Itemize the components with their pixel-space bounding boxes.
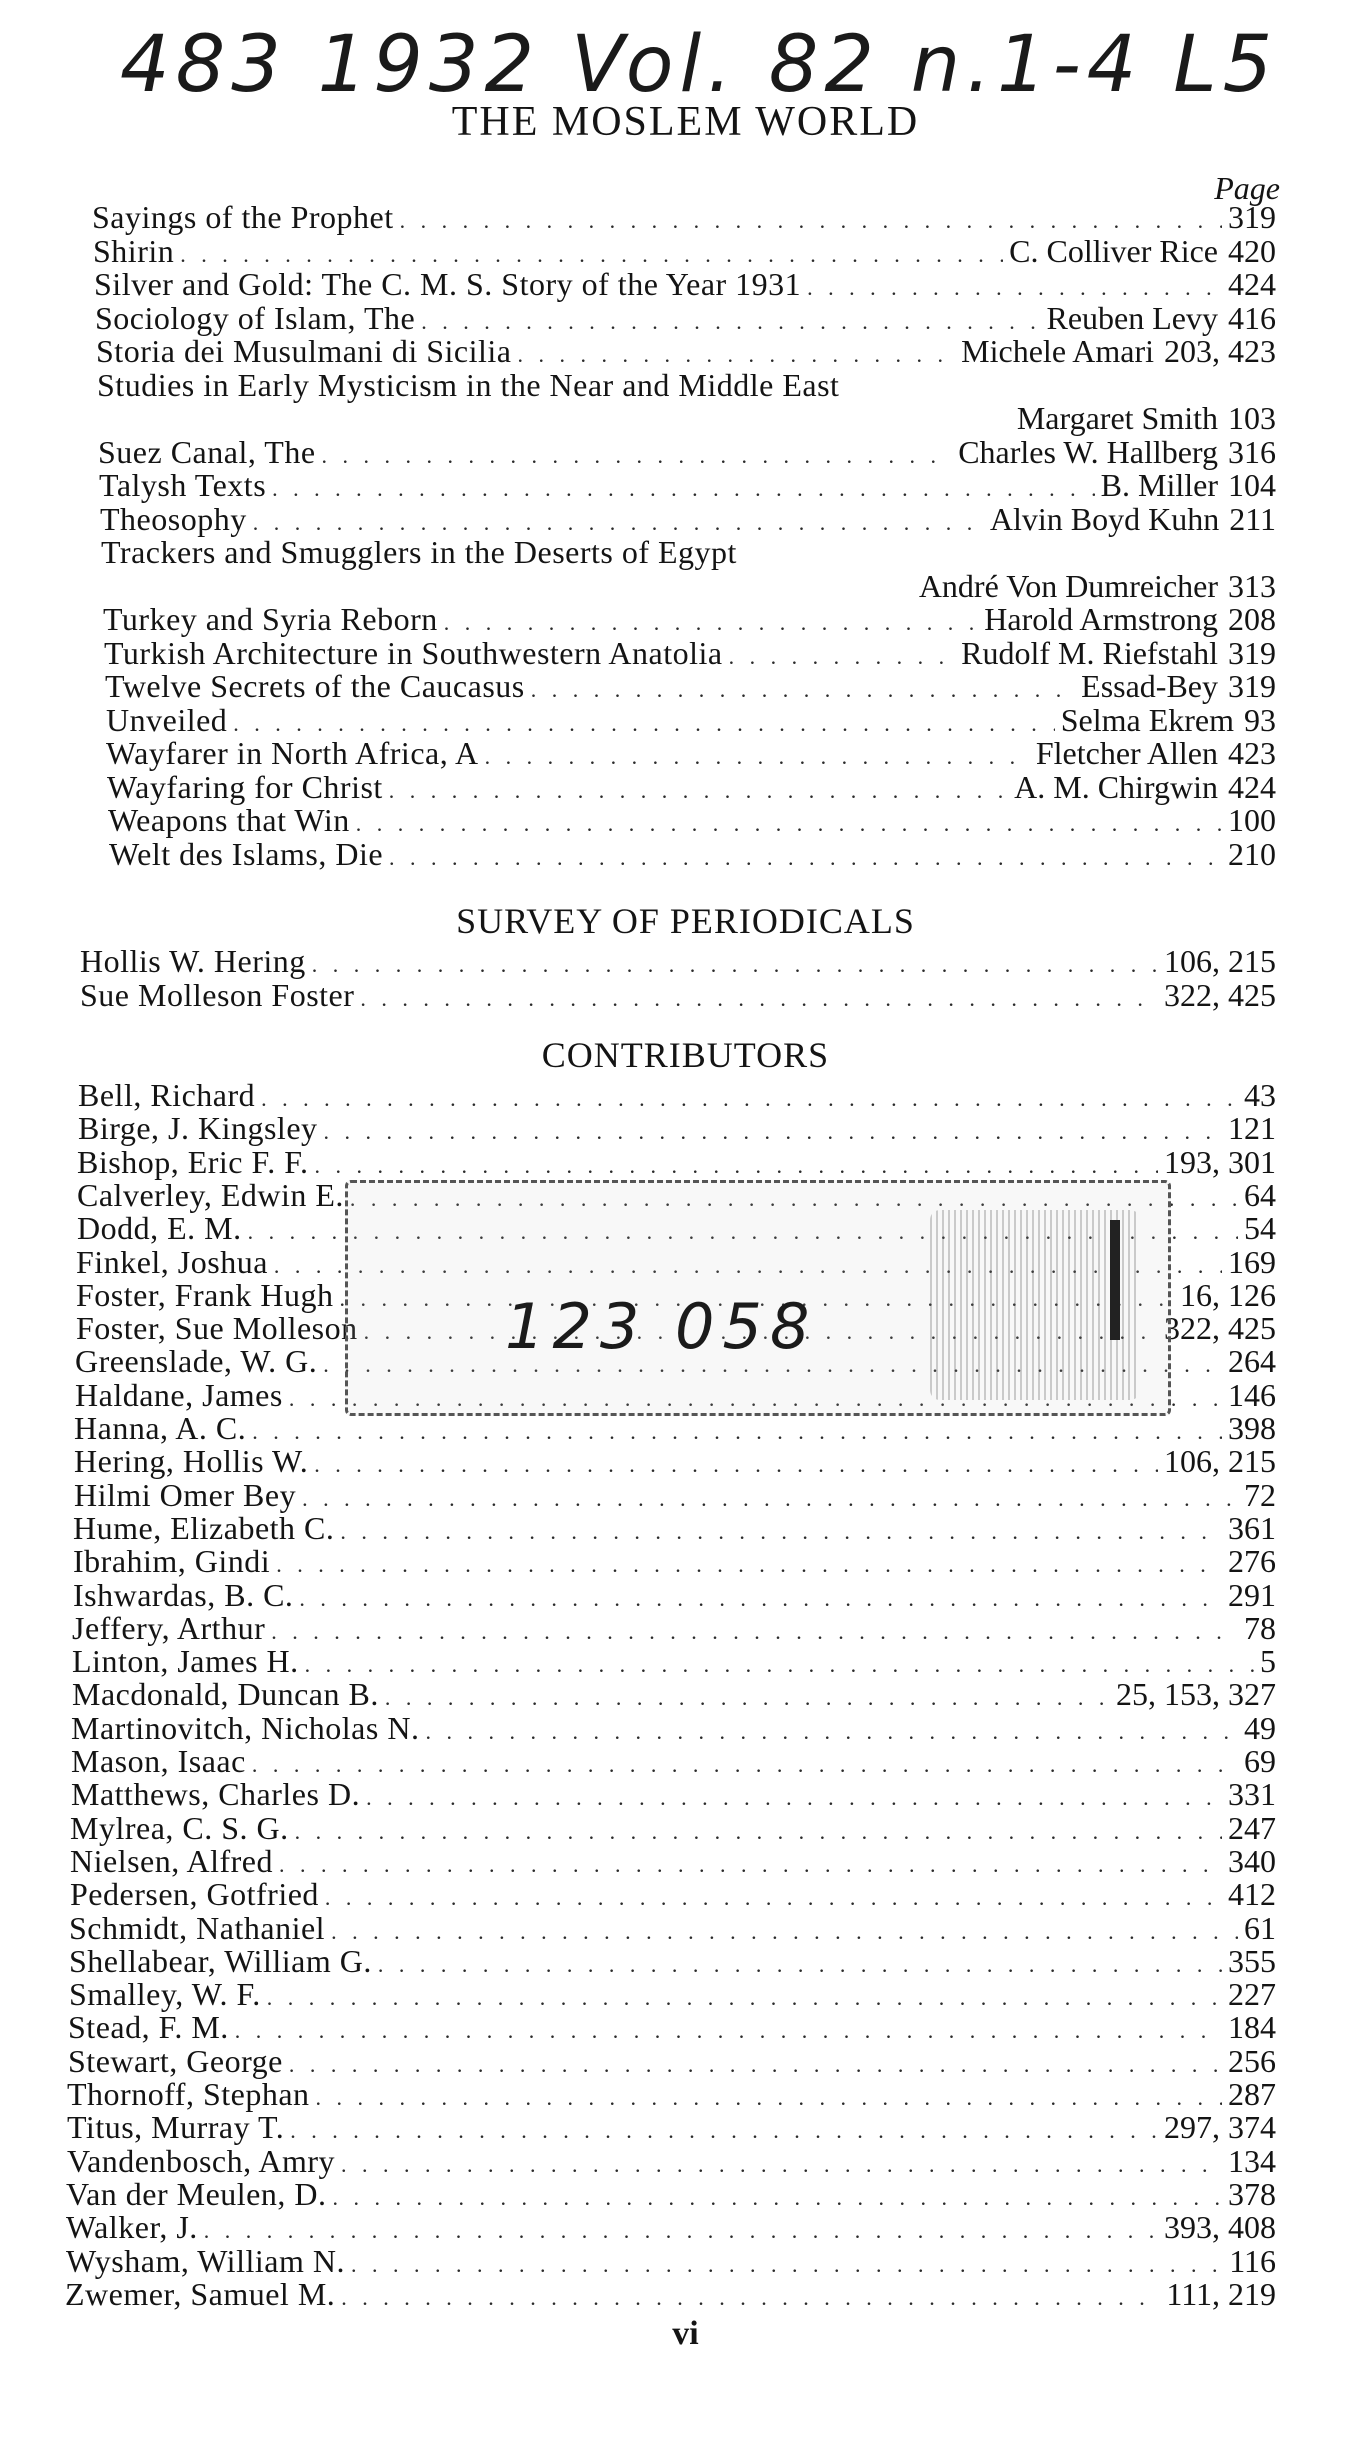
contributor-entry-title: Nielsen, Alfred [70,1843,273,1879]
page-column-header: Page [1214,170,1280,206]
contributor-entry-pages: 54 [1244,1210,1276,1246]
book-entry-title: Unveiled [106,702,228,738]
contributor-entry-pages: 49 [1244,1710,1276,1746]
contributor-entry-title: Shellabear, William G. [69,1943,372,1979]
book-entry-author: Michele Amari [961,333,1154,369]
contributor-entry [78,1078,1276,1112]
dot-leader [290,2114,1158,2148]
book-entry-author: B. Miller [1100,467,1218,503]
book-entry-title: Shirin [93,233,175,269]
contributor-entry-pages: 5 [1260,1643,1276,1679]
contributor-entry-pages: 264 [1228,1343,1276,1379]
dot-leader [360,982,1158,1016]
book-entry-pages: 423 [1228,735,1276,771]
contributor-entry [78,1111,1276,1145]
book-entry-author: Fletcher Allen [1035,735,1218,771]
contributor-entry-title: Ishwardas, B. C. [73,1577,294,1613]
contributor-entry-title: Stead, F. M. [68,2009,229,2045]
contributor-entry [65,2277,1276,2311]
contributor-entry-pages: 72 [1244,1477,1276,1513]
contributor-entry [66,2244,1276,2278]
contributor-entry-pages: 134 [1228,2143,1276,2179]
book-entry-title: Twelve Secrets of the Caucasus [105,668,525,704]
book-entry [101,535,1276,569]
book-entry-author: Harold Armstrong [984,601,1218,637]
book-entry [102,569,1276,603]
book-entry-title: Silver and Gold: The C. M. S. Story of the Year 1931 [94,266,802,302]
survey-entry-title: Hollis W. Hering [80,943,306,979]
contributor-entry-pages: 121 [1228,1110,1276,1146]
book-entry-pages: 416 [1228,300,1276,336]
book-entry-title: Studies in Early Mysticism in the Near and Middle East [97,367,840,403]
contributor-entry [66,2210,1276,2244]
book-entry [100,502,1276,536]
contributor-entry [68,2010,1276,2044]
book-entry-pages: 211 [1229,501,1276,537]
contributor-entry-pages: 340 [1228,1843,1276,1879]
book-entry [109,837,1276,871]
contributor-entry [74,1411,1276,1445]
contributor-entry-title: Bishop, Eric F. F. [77,1144,309,1180]
contributor-entry-title: Stewart, George [68,2043,283,2079]
contributor-entry-title: Thornoff, Stephan [67,2076,310,2112]
book-entry-title: Welt des Islams, Die [109,836,384,872]
contributor-entry-title: Pedersen, Gotfried [70,1876,319,1912]
dot-leader [235,2014,1222,2048]
book-entry-author: Alvin Boyd Kuhn [989,501,1220,537]
book-entry-author: Rudolf M. Riefstahl [961,635,1218,671]
book-entry [93,234,1276,268]
dot-leader [276,1548,1222,1582]
contributor-entry-pages: 291 [1228,1577,1276,1613]
contributor-entry-pages: 64 [1244,1177,1276,1213]
contributor-entry [72,1611,1276,1645]
journal-title: THE MOSLEM WORLD [451,99,920,145]
book-entry-title: Wayfaring for Christ [107,769,383,805]
book-entry-title: Storia dei Musulmani di Sicilia [96,333,512,369]
book-entry [99,468,1276,502]
dot-leader [531,673,1075,707]
contributor-entry-pages: 322, 425 [1164,1310,1276,1346]
survey-entry [80,978,1276,1012]
contributor-entry [70,1811,1276,1845]
contributor-entry-title: Zwemer, Samuel M. [65,2276,336,2312]
book-entry [106,703,1276,737]
contributor-entry-pages: 287 [1228,2076,1276,2112]
contributor-entry-pages: 331 [1228,1776,1276,1812]
contributor-entry-title: Dodd, E. M. [77,1210,242,1246]
contributor-entry [70,1877,1276,1911]
book-entry-author: Essad-Bey [1081,668,1218,704]
book-entry-title: Weapons that Win [108,802,350,838]
contributor-entry [71,1711,1276,1745]
book-entry-title: Trackers and Smugglers in the Deserts of Egypt [101,534,737,570]
contributor-entry-pages: 184 [1228,2009,1276,2045]
contributor-entry [72,1677,1276,1711]
book-entry [97,401,1276,435]
book-entry-pages: 319 [1228,635,1276,671]
page-folio: vi [672,2315,699,2352]
contributor-entry-pages: 16, 126 [1180,1277,1276,1313]
stamp-smudge [930,1210,1140,1400]
contributor-entry-title: Vandenbosch, Amry [67,2143,336,2179]
dot-leader [204,2214,1158,2248]
book-entry-author: Selma Ekrem [1060,702,1234,738]
contributor-entry-pages: 227 [1228,1976,1276,2012]
contributor-entry [71,1744,1276,1778]
contributor-entry [69,1944,1276,1978]
stamp-number: 123 058 [505,1290,818,1363]
book-entry-title: Turkish Architecture in Southwestern Anatolia [104,635,723,671]
stamp-mark [1110,1220,1120,1340]
contributor-entry-title: Matthews, Charles D. [71,1776,361,1812]
contributor-entry-pages: 378 [1228,2176,1276,2212]
contributor-entry-pages: 111, 219 [1166,2276,1276,2312]
dot-leader [485,740,1030,774]
contributor-entry-pages: 361 [1228,1510,1276,1546]
book-entry [105,669,1276,703]
contributor-entry-title: Foster, Sue Molleson [76,1310,358,1346]
contributor-entry-title: Finkel, Joshua [76,1244,268,1280]
contributor-entry-pages: 25, 153, 327 [1116,1676,1276,1712]
contributor-entry-title: Jeffery, Arthur [72,1610,266,1646]
book-entry-pages: 208 [1228,601,1276,637]
contributor-entry-pages: 78 [1244,1610,1276,1646]
dot-leader [272,472,1095,506]
contributor-entry-title: Ibrahim, Gindi [73,1543,271,1579]
contributor-entry-title: Hilmi Omer Bey [74,1477,297,1513]
contributor-entry-pages: 247 [1228,1810,1276,1846]
contributor-entry-title: Linton, James H. [72,1643,299,1679]
book-entry [96,334,1276,368]
contributor-entry-pages: 69 [1244,1743,1276,1779]
survey-entry-pages: 106, 215 [1164,943,1276,979]
book-entry-pages: 93 [1244,702,1276,738]
book-entry-title: Suez Canal, The [98,434,316,470]
contributor-entry [71,1777,1276,1811]
contributor-entry-title: Mason, Isaac [71,1743,246,1779]
survey-entry-title: Sue Molleson Foster [80,977,355,1013]
book-entry [92,200,1276,234]
contributor-entry-title: Bell, Richard [78,1077,256,1113]
book-entry-pages: 100 [1228,802,1276,838]
contributor-entry-title: Hering, Hollis W. [74,1443,309,1479]
contributor-entry-pages: 297, 374 [1164,2109,1276,2145]
dot-leader [314,1448,1158,1482]
book-entry-pages: 420 [1228,233,1276,269]
contributor-entry [66,2177,1276,2211]
contributor-entry-pages: 393, 408 [1164,2209,1276,2245]
contributor-entry [73,1544,1276,1578]
contributor-entry [73,1578,1276,1612]
book-entry [107,770,1276,804]
book-entry [97,368,1276,402]
dot-leader [324,1115,1222,1149]
handwritten-shelf-note: 483 1932 Vol. 82 n.1-4 L5 [120,20,1279,110]
dot-leader [325,1881,1222,1915]
contributor-entry [69,1977,1276,2011]
book-entry-title: Sociology of Islam, The [95,300,416,336]
contributor-entry-title: Calverley, Edwin E. [77,1177,344,1213]
dot-leader [385,1681,1110,1715]
contributor-entry-pages: 355 [1228,1943,1276,1979]
contributor-entry-pages: 43 [1244,1077,1276,1113]
book-entry-pages: 203, 423 [1164,333,1276,369]
contributor-entry-title: Walker, J. [66,2209,198,2245]
survey-entry-pages: 322, 425 [1164,977,1276,1013]
contributor-entry-title: Hanna, A. C. [74,1410,247,1446]
contributor-entry-title: Van der Meulen, D. [66,2176,327,2212]
book-entry [103,602,1276,636]
book-entry-pages: 319 [1228,199,1276,235]
contributor-entry-title: Haldane, James [75,1377,283,1413]
contributor-entry [70,1844,1276,1878]
contributor-entry-pages: 61 [1244,1910,1276,1946]
contributors-heading: CONTRIBUTORS [541,1035,830,1075]
contributor-entry-pages: 412 [1228,1876,1276,1912]
dot-leader [341,2281,1160,2315]
book-entry-title: Theosophy [100,501,247,537]
book-entry-pages: 319 [1228,668,1276,704]
contributor-entry-title: Macdonald, Duncan B. [72,1676,379,1712]
survey-heading: SURVEY OF PERIODICALS [456,901,915,941]
dot-leader [389,841,1222,875]
book-entry [95,301,1276,335]
contributor-entry-title: Schmidt, Nathaniel [69,1910,326,1946]
book-entry-author: A. M. Chirgwin [1014,769,1218,805]
book-entry [106,736,1276,770]
contributor-entry [77,1145,1276,1179]
book-entry [108,803,1276,837]
book-entry-pages: 424 [1228,769,1276,805]
book-entry [94,267,1276,301]
contributor-entry [67,2110,1276,2144]
book-entry-pages: 210 [1228,836,1276,872]
contributor-entry-title: Wysham, William N. [66,2243,345,2279]
book-entry-author: Margaret Smith [1016,400,1218,436]
contributor-entry-pages: 116 [1229,2243,1276,2279]
contributor-entry [68,2044,1276,2078]
contributor-entry-pages: 398 [1228,1410,1276,1446]
contributor-entry [74,1444,1276,1478]
book-entry-author: C. Colliver Rice [1009,233,1218,269]
book-entry-title: Wayfarer in North Africa, A [106,735,479,771]
contributor-entry [67,2077,1276,2111]
contributor-entry [67,2144,1276,2178]
contributor-entry [72,1644,1276,1678]
contributor-entry-pages: 106, 215 [1164,1443,1276,1479]
contributor-entry [74,1478,1276,1512]
book-entry-author: Reuben Levy [1046,300,1218,336]
contributor-entry-title: Birge, J. Kingsley [78,1110,318,1146]
book-entry [98,435,1276,469]
book-entry-pages: 316 [1228,434,1276,470]
contributor-entry [69,1911,1276,1945]
book-entry-title: Turkey and Syria Reborn [103,601,438,637]
contributor-entry-pages: 276 [1228,1543,1276,1579]
book-entry [104,636,1276,670]
contributor-entry-pages: 146 [1228,1377,1276,1413]
contributor-entry-title: Martinovitch, Nicholas N. [71,1710,420,1746]
contributor-entry-pages: 256 [1228,2043,1276,2079]
book-entry-title: Sayings of the Prophet [92,199,394,235]
survey-entry [80,944,1276,978]
contributor-entry-title: Mylrea, C. S. G. [70,1810,289,1846]
dot-leader [356,807,1222,841]
contributor-entry-title: Greenslade, W. G. [75,1343,318,1379]
contributor-entry-pages: 193, 301 [1164,1144,1276,1180]
book-entry-pages: 313 [1228,568,1276,604]
contributor-entry-title: Titus, Murray T. [67,2109,285,2145]
contributor-entry-pages: 169 [1228,1244,1276,1280]
dot-leader [312,948,1158,982]
book-entry-pages: 104 [1228,467,1276,503]
book-entry-author: André Von Dumreicher [918,568,1218,604]
book-entry-title: Talysh Texts [99,467,267,503]
book-entry-pages: 103 [1228,400,1276,436]
book-entry-author: Charles W. Hallberg [958,434,1218,470]
contributor-entry-title: Foster, Frank Hugh [76,1277,334,1313]
book-entry-pages: 424 [1228,266,1276,302]
contributor-entry [73,1511,1276,1545]
contributor-entry-title: Smalley, W. F. [69,1976,261,2012]
dot-leader [366,1781,1222,1815]
contributor-entry-title: Hume, Elizabeth C. [73,1510,335,1546]
